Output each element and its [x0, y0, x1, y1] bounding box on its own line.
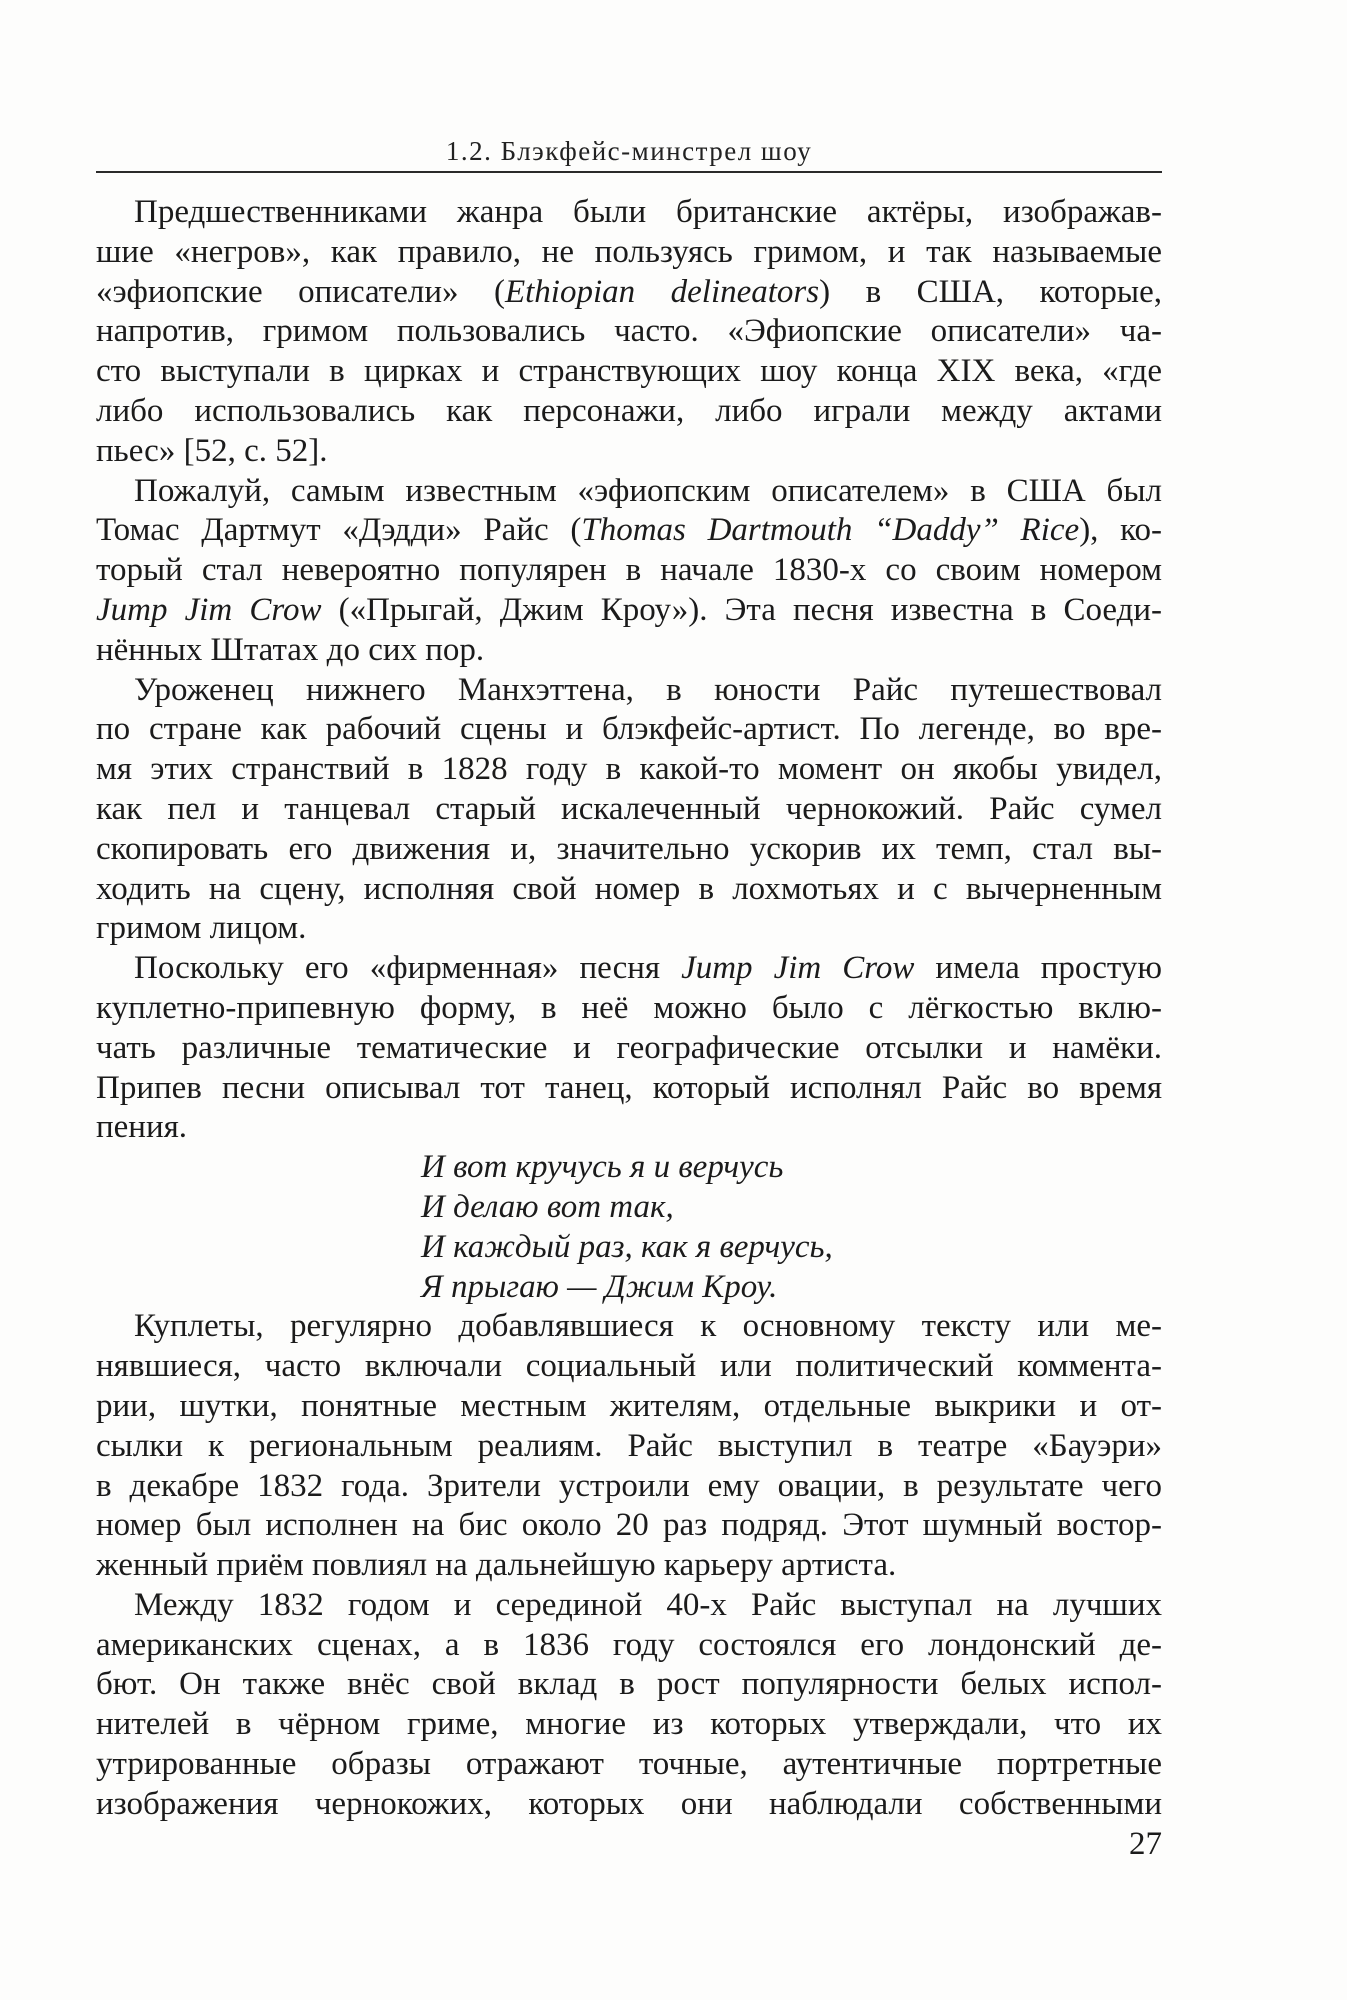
paragraph	[96, 949, 1162, 1148]
text-line: либо использовались как персонажи, либо играли между актами	[96, 392, 1162, 429]
text-segment: Томас Дартмут «Дэдди» Райс (	[96, 512, 582, 549]
text-line: шие «негров», как правило, не пользуясь гримом, и так называемые	[96, 233, 1162, 270]
text-line: ходить на сцену, исполняя свой номер в лохмотьях и с вычерненным	[96, 870, 1162, 907]
text-segment: имела простую	[914, 950, 1163, 987]
verse-quotation	[96, 1148, 1162, 1307]
paragraph	[96, 671, 1162, 950]
text-line: куплетно-припевную форму, в неё можно было с лёгкостью вклю-	[96, 989, 1162, 1026]
paragraph	[96, 472, 1162, 671]
text-line: как пел и танцевал старый искалеченный чернокожий. Райс сумел	[96, 790, 1162, 827]
verse-line: И делаю вот так,	[421, 1188, 674, 1225]
text-line: Припев песни описывал тот танец, который исполнял Райс во время	[96, 1069, 1162, 1106]
text-line: мя этих странствий в 1828 году в какой-то момент он якобы увидел,	[96, 751, 1162, 788]
text-line	[96, 511, 1162, 551]
text-line: изображения чернокожих, которых они наблюдали собственными	[96, 1785, 1162, 1822]
italic-song-title: Jump Jim Crow	[96, 591, 322, 628]
text-segment: Поскольку его «фирменная» песня	[134, 950, 682, 987]
verse-line: Я прыгаю — Джим Кроу.	[421, 1268, 778, 1305]
text-line: пения.	[96, 1109, 188, 1146]
running-header: 1.2. Блэкфейс-минстрел шоу	[445, 136, 813, 166]
text-line: бют. Он также внёс свой вклад в рост популярности белых испол-	[96, 1666, 1162, 1703]
paragraph	[96, 1307, 1162, 1586]
text-segment: ) в США, которые,	[819, 273, 1163, 310]
text-line: скопировать его движения и, значительно ускорив их темп, стал вы-	[96, 830, 1162, 867]
italic-english-term: Ethiopian delineators	[504, 273, 820, 310]
text-line: Уроженец нижнего Манхэттена, в юности Райс путешествовал	[134, 671, 1162, 708]
body-text	[96, 193, 1162, 1825]
text-line: пьес» [52, с. 52].	[96, 432, 328, 469]
text-line: Пожалуй, самым известным «эфиопским описателем» в США был	[134, 472, 1162, 509]
text-line: нителей в чёрном гриме, многие из которых утверждали, что их	[96, 1706, 1162, 1743]
page-number: 27	[1129, 1826, 1162, 1862]
text-line: Предшественниками жанра были британские актёры, изображав-	[134, 194, 1162, 230]
verse-line: И каждый раз, как я верчусь,	[421, 1228, 833, 1265]
text-line: сто выступали в цирках и странствующих шоу конца XIX века, «где	[96, 353, 1162, 390]
text-line	[96, 273, 1162, 313]
text-line: нявшиеся, часто включали социальный или политический коммента-	[96, 1348, 1162, 1385]
text-line: женный приём повлиял на дальнейшую карьеру артиста.	[96, 1547, 897, 1584]
header-rule	[96, 171, 1162, 173]
text-line: сылки к региональным реалиям. Райс выступил в театре «Бауэри»	[96, 1427, 1162, 1464]
text-line: утрированные образы отражают точные, аутентичные портретные	[96, 1746, 1162, 1783]
text-line	[96, 591, 1162, 631]
paragraph	[96, 193, 1162, 472]
text-line: номер был исполнен на бис около 20 раз подряд. Этот шумный востор-	[96, 1507, 1162, 1544]
text-segment: «эфиопские описатели» (	[96, 273, 505, 310]
text-line: напротив, гримом пользовались часто. «Эфиопские описатели» ча-	[96, 313, 1162, 350]
text-line: в декабре 1832 года. Зрители устроили ему овации, в результате чего	[96, 1467, 1162, 1504]
text-line: Между 1832 годом и серединой 40-х Райс выступал на лучших	[134, 1586, 1162, 1623]
italic-english-name: Thomas Dartmouth “Daddy” Rice	[581, 512, 1080, 549]
text-line: Куплеты, регулярно добавлявшиеся к основному тексту или ме-	[134, 1308, 1162, 1345]
text-line: по стране как рабочий сцены и блэкфейс-артист. По легенде, во вре-	[96, 711, 1162, 748]
text-line: гримом лицом.	[96, 910, 307, 947]
text-line: американских сценах, а в 1836 году состоялся его лондонский де-	[96, 1626, 1162, 1663]
text-segment: («Прыгай, Джим Кроу»). Эта песня известна в Соеди-	[321, 591, 1163, 628]
text-line: нённых Штатах до сих пор.	[96, 631, 485, 668]
text-segment: ), ко-	[1079, 512, 1162, 549]
text-line	[96, 949, 1162, 989]
text-line: чать различные тематические и географические отсылки и намёки.	[96, 1029, 1162, 1066]
paragraph	[96, 1586, 1162, 1825]
text-line: торый стал невероятно популярен в начале 1830-х со своим номером	[96, 552, 1162, 589]
verse-line: И вот кручусь я и верчусь	[421, 1149, 784, 1186]
text-line: рии, шутки, понятные местным жителям, отдельные выкрики и от-	[96, 1387, 1162, 1424]
italic-song-title: Jump Jim Crow	[681, 950, 915, 987]
